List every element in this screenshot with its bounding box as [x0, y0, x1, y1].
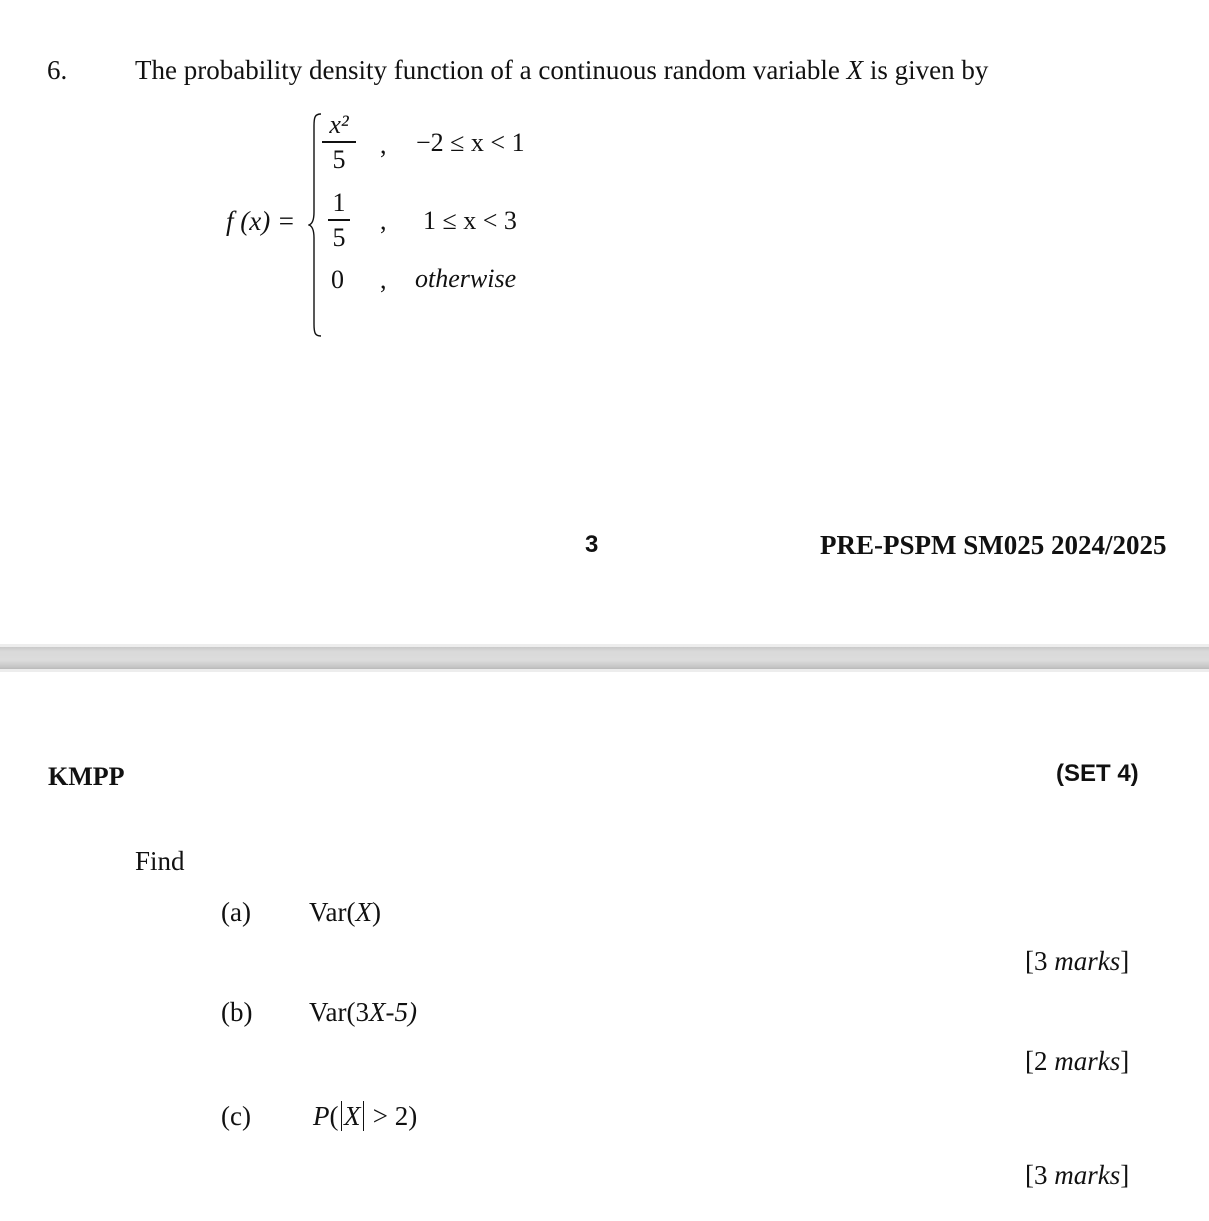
page-gap-bottom — [0, 669, 1209, 672]
question-number: 6. — [47, 55, 68, 85]
exam-code: PRE-PSPM SM025 2024/2025 — [820, 530, 1167, 560]
part-b-label: (b) — [221, 997, 253, 1027]
case-1-denominator: 5 — [332, 144, 346, 174]
question-intro-end: is given by — [863, 55, 989, 85]
part-a-marks — [1025, 946, 1129, 977]
case-2-denominator: 5 — [332, 222, 346, 252]
part-c-marks — [1025, 1160, 1129, 1191]
part-c-expression — [313, 1101, 417, 1132]
part-a-prefix: Var( — [309, 897, 356, 927]
case-1-condition: −2 ≤ x < 1 — [416, 128, 525, 157]
marks-word: marks — [1054, 1046, 1121, 1076]
question-intro: The probability density function of a continuous random variable — [135, 55, 847, 85]
part-b-var: X — [368, 997, 386, 1027]
case-1-separator: , — [380, 130, 387, 159]
case-2-fraction — [328, 190, 350, 251]
marks-open: [2 — [1025, 1046, 1055, 1076]
instruction-find: Find — [135, 846, 185, 876]
case-1-fraction — [322, 112, 356, 173]
case-3-condition: otherwise — [415, 264, 517, 293]
part-a-var: X — [355, 897, 372, 927]
marks-close: ] — [1120, 1046, 1130, 1076]
case-3-separator: , — [380, 265, 387, 294]
marks-word: marks — [1054, 1160, 1121, 1190]
marks-open: [3 — [1025, 946, 1055, 976]
marks-close: ] — [1120, 946, 1130, 976]
abs-bar-left — [341, 1101, 343, 1131]
left-brace-icon — [308, 112, 322, 338]
part-c-label: (c) — [221, 1101, 251, 1131]
abs-bar-right — [363, 1101, 365, 1131]
part-a-label: (a) — [221, 897, 251, 927]
case-3-value: 0 — [331, 265, 344, 294]
part-c-prob: P — [313, 1101, 330, 1131]
header-set: (SET 4) — [1056, 760, 1139, 787]
part-a-suffix: ) — [371, 897, 381, 927]
part-b-expression — [309, 997, 417, 1028]
part-b-suffix: -5) — [385, 997, 417, 1027]
marks-word: marks — [1054, 946, 1121, 976]
part-b-prefix: Var(3 — [309, 997, 369, 1027]
page-divider — [0, 647, 1209, 669]
question-text — [135, 55, 988, 86]
case-1-numerator: x² — [329, 110, 349, 139]
part-a-expression — [309, 897, 381, 928]
part-c-rest: > 2) — [366, 1101, 418, 1131]
case-2-numerator: 1 — [332, 188, 346, 217]
marks-close: ] — [1120, 1160, 1130, 1190]
page-number: 3 — [585, 531, 599, 558]
part-c-var: X — [344, 1101, 361, 1131]
part-c-open: ( — [329, 1101, 339, 1131]
part-b-marks — [1025, 1046, 1129, 1077]
pdf-lhs: f (x) = — [226, 206, 296, 236]
marks-open: [3 — [1025, 1160, 1055, 1190]
header-kmpp: KMPP — [48, 762, 125, 791]
case-2-separator: , — [380, 206, 387, 235]
case-2-condition: 1 ≤ x < 3 — [423, 206, 517, 235]
random-variable: X — [846, 55, 864, 85]
